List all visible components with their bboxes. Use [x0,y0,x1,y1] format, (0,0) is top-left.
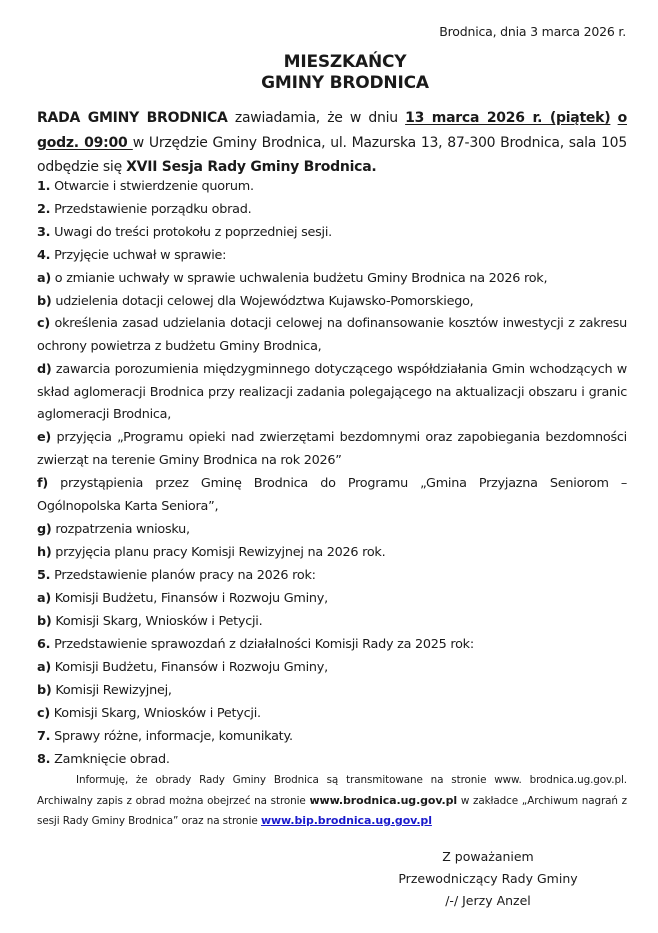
agenda-subitem: g) rozpatrzenia wniosku, [37,522,190,537]
agenda-subitem: b) udzielenia dotacji celowej dla Województwa Kujawsko-Pomorskiego, [37,294,474,309]
agenda-item: 6. Przedstawienie sprawozdań z działalności Komisji Rady za 2025 rok: [37,637,474,652]
agenda-subitem: b) Komisji Rewizyjnej, [37,683,172,698]
agenda-item: 1. Otwarcie i stwierdzenie quorum. [37,179,254,194]
date-line: Brodnica, dnia 3 marca 2026 r. [439,24,626,39]
agenda-subitem: c) Komisji Skarg, Wniosków i Petycji. [37,706,261,721]
agenda-item: 8. Zamknięcie obrad. [37,752,170,767]
agenda-subitem: f) przystąpienia przez Gminę Brodnica do Programu „Gmina Przyjazna Seniorom – Ogólnopolska Karta Seniora”, [37,476,627,514]
agenda-item: 5. Przedstawienie planów pracy na 2026 rok: [37,568,316,583]
website-name: www.brodnica.ug.gov.pl [309,793,458,807]
document-title [0,52,658,94]
intro-text-1: zawiadamia, że w dniu [227,110,406,126]
session-time: o godz. 09:00 [37,110,627,151]
signature-role: Przewodniczący Rady Gminy [398,871,578,886]
agenda-subitem: h) przyjęcia planu pracy Komisji Rewizyjnej na 2026 rok. [37,545,386,560]
note-text-2: w zakładce „Archiwum nagrań z sesji Rady Gminy Brodnica” oraz na stronie [37,794,627,827]
agenda-subitem: d) zawarcia porozumienia międzygminnego dotyczącego współdziałania Gmin wchodzących w skład aglomeracji Brodnica przy realizacji zadania polegającego na aktualizacji obszaru i granic aglomeracji Brodnica, [37,362,627,422]
agenda-subitem: a) Komisji Budżetu, Finansów i Rozwoju Gminy, [37,591,328,606]
session-name: XVII Sesja Rady Gminy Brodnica. [126,159,377,175]
agenda-subitem: a) o zmianie uchwały w sprawie uchwalenia budżetu Gminy Brodnica na 2026 rok, [37,271,548,286]
signature-greeting: Z poważaniem [442,849,534,864]
agenda-subitem: e) przyjęcia „Programu opieki nad zwierzętami bezdomnymi oraz zapobiegania bezdomności zwierząt na terenie Gminy Brodnica na rok 2026” [37,430,627,468]
title-line-1: MIESZKAŃCY [283,52,407,72]
broadcast-note [37,770,627,832]
signature-block [398,846,578,912]
bip-link[interactable]: www.bip.brodnica.ug.gov.pl [260,814,432,827]
intro-paragraph [37,106,627,180]
agenda-item: 2. Przedstawienie porządku obrad. [37,202,252,217]
note-text-1: Informuję, że obrady Rady Gminy Brodnica są transmitowane na stronie www. brodnica.ug.gov.pl. Archiwalny zapis z obrad można obejrzeć na stronie [37,774,627,807]
agenda-item: 3. Uwagi do treści protokołu z poprzedniej sesji. [37,225,332,240]
signature-name: /-/ Jerzy Anzel [445,893,531,908]
agenda-subitem: c) określenia zasad udzielania dotacji celowej na dofinansowanie kosztów inwestycji z zakresu ochrony powietrza z budżetu Gminy Brodnica, [37,316,627,354]
agenda-subitem: b) Komisji Skarg, Wniosków i Petycji. [37,614,263,629]
council-name: RADA GMINY BRODNICA [37,110,228,126]
title-line-2: GMINY BRODNICA [261,73,429,93]
agenda-item: 4. Przyjęcie uchwał w sprawie: [37,248,227,263]
session-date: 13 marca 2026 r. (piątek) [405,110,611,126]
agenda-item: 7. Sprawy różne, informacje, komunikaty. [37,729,293,744]
agenda-subitem: a) Komisji Budżetu, Finansów i Rozwoju Gminy, [37,660,328,675]
intro-text-2: w Urzędzie Gminy Brodnica, ul. Mazurska 13, 87-300 Brodnica, sala 105 odbędzie się [37,134,627,175]
